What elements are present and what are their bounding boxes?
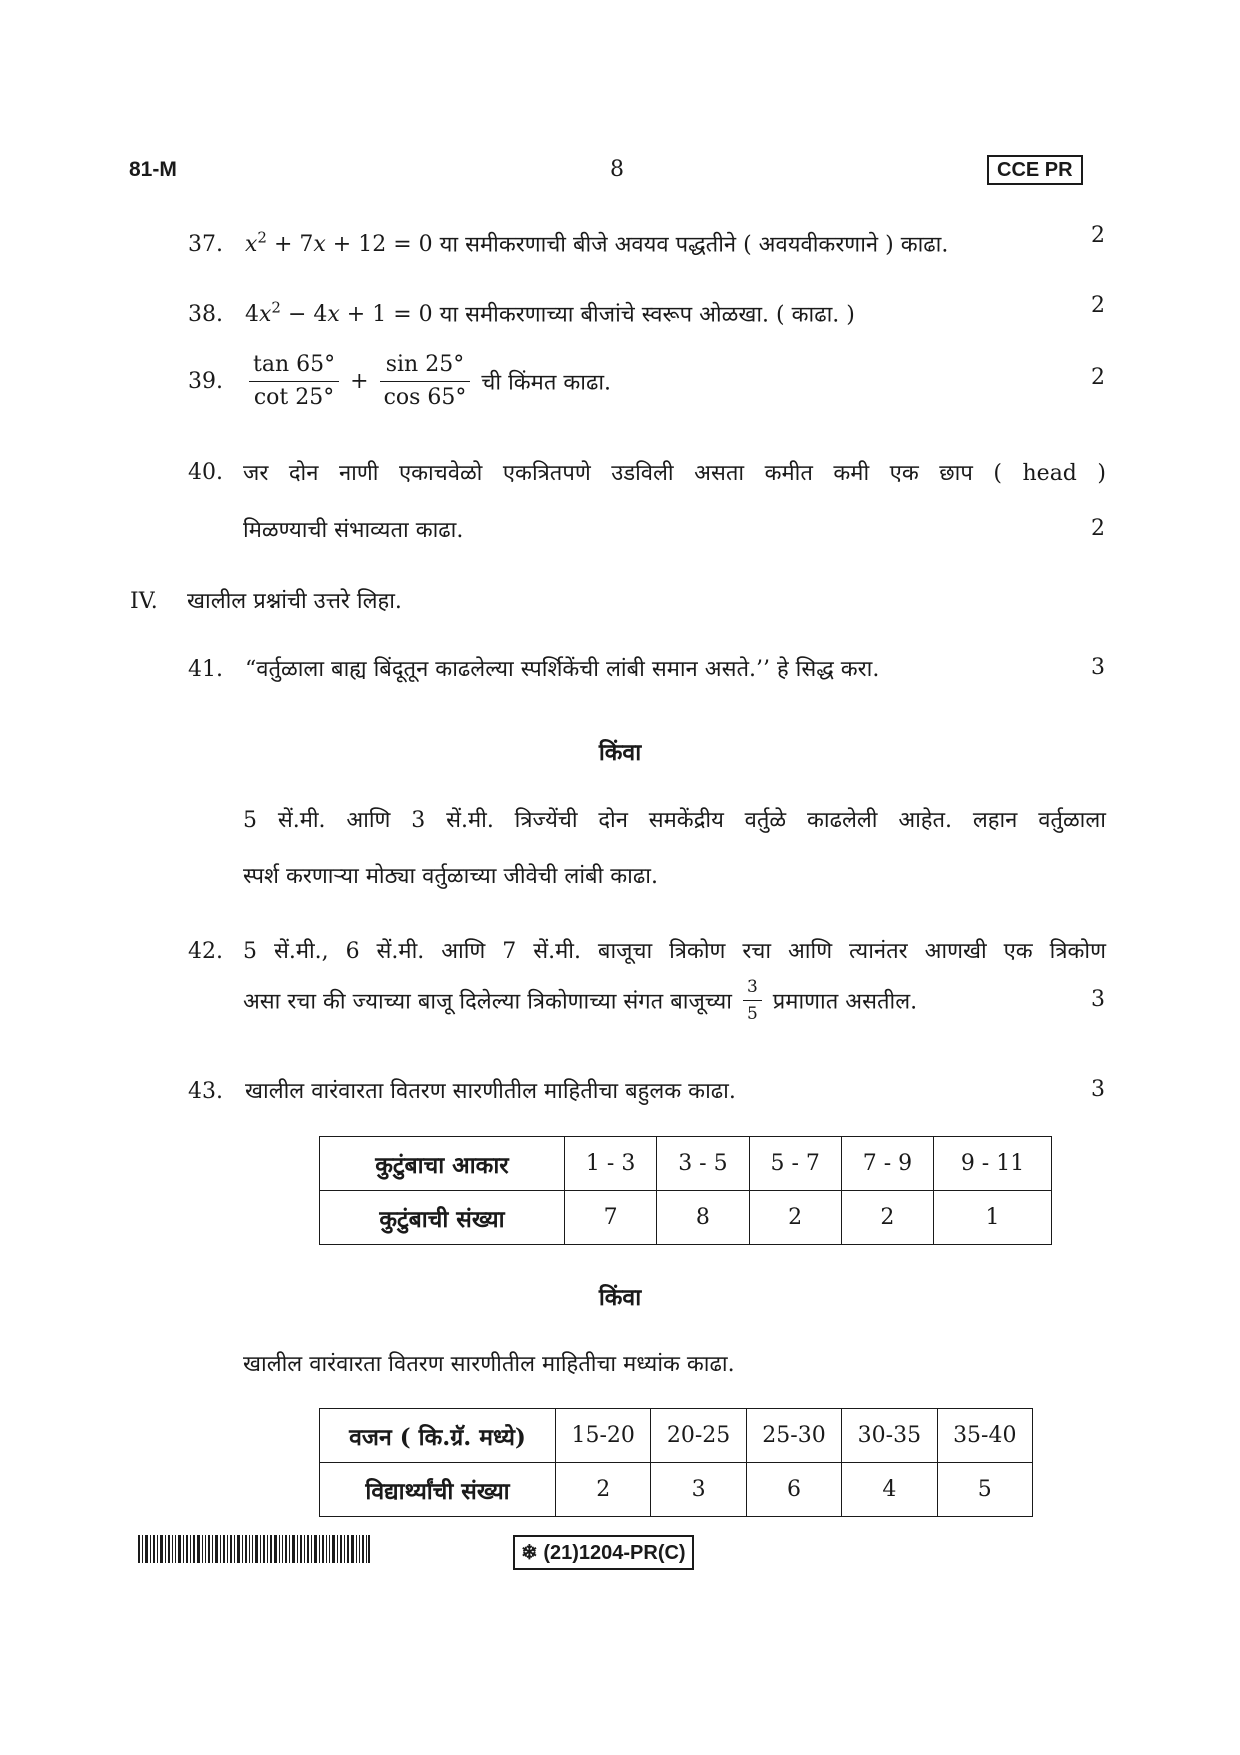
- table-cell: 7 - 9: [841, 1137, 933, 1191]
- question-40-text: [243, 448, 1106, 500]
- family-size-table: [319, 1136, 1052, 1245]
- question-40: [188, 458, 238, 488]
- text-segment: असा रचा की ज्याच्या बाजू दिलेल्या त्रिकोणाच्या संगत बाजूच्या: [243, 989, 732, 1015]
- table-row: [320, 1191, 1052, 1245]
- question-number: 43.: [188, 1079, 223, 1104]
- row-header: कुटुंबाचा आकार: [320, 1137, 565, 1191]
- question-37: [188, 223, 948, 260]
- table-cell: 30-35: [842, 1409, 937, 1463]
- question-number: 38.: [188, 302, 223, 328]
- section-iv-heading: [130, 587, 402, 617]
- table-cell: 15-20: [556, 1409, 651, 1463]
- table-row: [320, 1409, 1033, 1463]
- table-cell: 3: [651, 1463, 746, 1517]
- table-cell: 5: [937, 1463, 1032, 1517]
- marks-43: 3: [1091, 1077, 1105, 1102]
- question-text: “वर्तुळाला बाह्य बिंदूतून काढलेल्या स्पर्शिकेंची लांबी समान असते.’’ हे सिद्ध करा.: [245, 657, 880, 682]
- marks-37: 2: [1091, 223, 1105, 248]
- alternate-41: [243, 795, 1106, 847]
- fraction-sin-cos: [380, 352, 471, 411]
- fraction-tan-cot: [249, 352, 339, 411]
- marks-39: 2: [1091, 365, 1105, 390]
- marks-42: 3: [1091, 987, 1105, 1012]
- question-39: [188, 352, 611, 411]
- fraction-denominator: 5: [746, 1004, 758, 1024]
- question-number: 42.: [188, 939, 223, 964]
- fraction-numerator: sin 25°: [380, 352, 471, 382]
- question-40-line2: मिळण्याची संभाव्यता काढा.: [243, 518, 464, 543]
- alternate-41-line2: स्पर्श करणाऱ्या मोठ्या वर्तुळाच्या जीवेची लांबी काढा.: [243, 864, 658, 889]
- plus-sign: +: [350, 369, 369, 394]
- table-row: [320, 1137, 1052, 1191]
- table-cell: 2: [841, 1191, 933, 1245]
- section-label: IV.: [130, 589, 158, 614]
- section-instruction: खालील प्रश्नांची उत्तरे लिहा.: [187, 589, 402, 614]
- question-text: या समीकरणाची बीजे अवयव पद्धतीने ( अवयवीकरणाने ) काढा.: [439, 232, 949, 258]
- text-line: जर दोन नाणी एकाचवेळो एकत्रितपणे उडविली असता कमीत कमी एक छाप ( head ): [243, 461, 1106, 486]
- question-42: [188, 937, 238, 967]
- table-cell: 1 - 3: [565, 1137, 657, 1191]
- paper-code: 81-M: [129, 158, 177, 181]
- row-header: वजन ( कि.ग्रॅ. मध्ये): [320, 1409, 556, 1463]
- question-number: 37.: [188, 232, 223, 258]
- table-cell: 20-25: [651, 1409, 746, 1463]
- question-42-text: [243, 926, 1106, 978]
- question-number: 40.: [188, 460, 223, 485]
- table-cell: 2: [749, 1191, 841, 1245]
- fraction-denominator: cos 65°: [383, 385, 467, 410]
- table-cell: 6: [746, 1463, 841, 1517]
- question-41: [188, 655, 879, 685]
- or-label: किंवा: [598, 739, 642, 766]
- question-number: 41.: [188, 657, 223, 682]
- question-38: [188, 293, 855, 330]
- table-cell: 1: [934, 1191, 1052, 1245]
- table-row: [320, 1463, 1033, 1517]
- question-42-line2: [243, 977, 917, 1024]
- table-cell: 7: [565, 1191, 657, 1245]
- marks-40: 2: [1091, 516, 1105, 541]
- question-43: [188, 1077, 736, 1107]
- table-cell: 35-40: [937, 1409, 1032, 1463]
- table-cell: 4: [842, 1463, 937, 1517]
- or-label: किंवा: [598, 1284, 642, 1311]
- fraction-numerator: 3: [743, 977, 762, 1001]
- fraction-numerator: tan 65°: [249, 352, 339, 382]
- text-line: 5 सें.मी., 6 सें.मी. आणि 7 सें.मी. बाजूचा त्रिकोण रचा आणि त्यानंतर आणखी एक त्रिकोण: [243, 939, 1106, 964]
- weight-table: [319, 1408, 1033, 1517]
- table-cell: 25-30: [746, 1409, 841, 1463]
- page-number: 8: [610, 157, 624, 182]
- text-segment: प्रमाणात असतील.: [772, 989, 918, 1015]
- marks-41: 3: [1091, 655, 1105, 680]
- equation: $4x^2 - 4x + 1 = 0$: [245, 299, 433, 328]
- alternate-43: खालील वारंवारता वितरण सारणीतील माहितीचा मध्यांक काढा.: [243, 1352, 735, 1377]
- barcode-icon: [138, 1535, 370, 1563]
- question-text: ची किंमत काढा.: [481, 370, 612, 396]
- question-number: 39.: [188, 369, 223, 394]
- marks-38: 2: [1091, 293, 1105, 318]
- table-cell: 3 - 5: [657, 1137, 749, 1191]
- text-line: 5 सें.मी. आणि 3 सें.मी. त्रिज्येंची दोन समकेंद्रीय वर्तुळे काढलेली आहेत. लहान वर्तुळाला: [243, 808, 1106, 833]
- equation: $x^2 + 7x + 12 = 0$: [245, 229, 433, 258]
- table-cell: 2: [556, 1463, 651, 1517]
- exam-type-box: CCE PR: [987, 155, 1083, 185]
- footer-code-box: ❄ (21)1204-PR(C): [513, 1535, 694, 1570]
- fraction-three-fifths: [743, 977, 762, 1024]
- fraction-denominator: cot 25°: [253, 385, 335, 410]
- table-cell: 9 - 11: [934, 1137, 1052, 1191]
- row-header: कुटुंबाची संख्या: [320, 1191, 565, 1245]
- row-header: विद्यार्थ्यांची संख्या: [320, 1463, 556, 1517]
- question-text: खालील वारंवारता वितरण सारणीतील माहितीचा बहुलक काढा.: [245, 1079, 736, 1104]
- question-text: या समीकरणाच्या बीजांचे स्वरूप ओळखा. ( काढा. ): [439, 302, 855, 328]
- table-cell: 5 - 7: [749, 1137, 841, 1191]
- table-cell: 8: [657, 1191, 749, 1245]
